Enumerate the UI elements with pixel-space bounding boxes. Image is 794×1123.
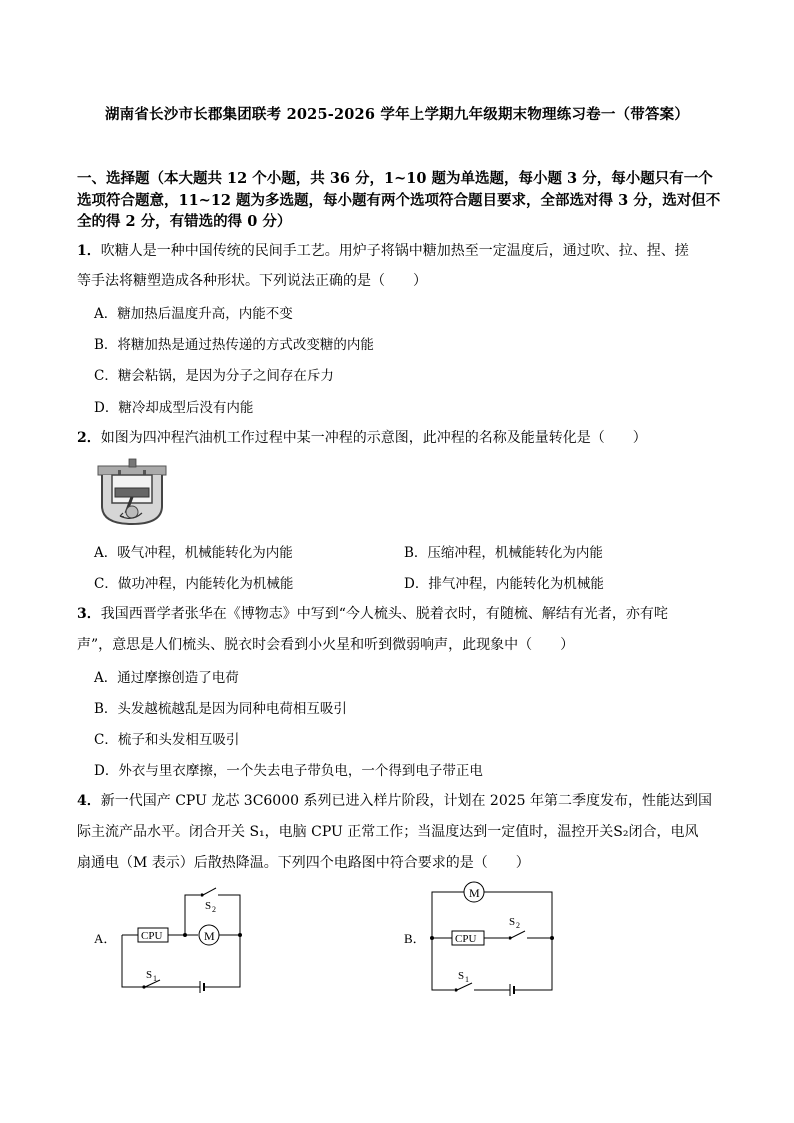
question-3-option-b: B．头发越梳越乱是因为同种电荷相互吸引 (94, 701, 347, 717)
question-3-option-c: C．梳子和头发相互吸引 (94, 732, 240, 748)
circuit-b-cpu-label: CPU (455, 933, 477, 945)
question-1-option-b: B．将糖加热是通过热传递的方式改变糖的内能 (94, 337, 374, 353)
question-2-option-c: C．做功冲程，内能转化为机械能 (94, 576, 294, 592)
question-1-line-1 (77, 240, 689, 260)
circuit-a-label: A． (94, 931, 117, 946)
question-2-number: 2． (77, 430, 101, 446)
question-1-number: 1． (77, 243, 101, 259)
question-3-line-2: 声”，意思是人们梳头、脱衣时会看到小火星和听到微弱响声，此现象中（ ） (77, 637, 575, 653)
question-4-line-2: 际主流产品水平。闭合开关 S₁，电脑 CPU 正常工作；当温度达到一定值时，温控开关S₂闭合，电风 (77, 824, 699, 840)
question-2-option-b: B．压缩冲程，机械能转化为内能 (404, 545, 603, 561)
question-3-line-1 (77, 603, 668, 623)
question-1-option-a: A．糖加热后温度升高，内能不变 (94, 306, 293, 322)
circuit-b-s2-label: S (509, 916, 516, 928)
circuit-b-label: B． (404, 931, 426, 946)
question-2-line-1 (77, 427, 647, 447)
circuit-b-motor-label: M (469, 886, 480, 900)
circuit-a-s2-label: S (205, 900, 212, 912)
circuit-a-cpu-label: CPU (141, 930, 163, 942)
question-1-line-2: 等手法将糖塑造成各种形状。下列说法正确的是（ ） (77, 273, 427, 289)
question-4-line-3: 扇通电（M 表示）后散热降温。下列四个电路图中符合要求的是（ ） (77, 855, 530, 871)
question-4-text: 新一代国产 CPU 龙芯 3C6000 系列已进入样片阶段，计划在 2025 年第二季度发布，性能达到国 (100, 793, 713, 809)
page-title: 湖南省长沙市长郡集团联考 2025-2026 学年上学期九年级期末物理练习卷一（带答案） (104, 106, 690, 123)
circuit-a-s2-sub: 2 (212, 905, 216, 914)
question-4-line-1 (77, 790, 712, 810)
circuit-diagram-a (90, 885, 255, 1000)
question-3-number: 3． (77, 606, 101, 622)
question-2-option-d: D．排气冲程，内能转化为机械能 (404, 576, 604, 592)
circuit-a-s1-label: S (146, 969, 153, 981)
circuit-a-s1-sub: 1 (153, 974, 157, 983)
question-3-option-d: D．外衣与里衣摩擦，一个失去电子带负电，一个得到电子带正电 (94, 763, 483, 779)
engine-diagram (96, 458, 170, 528)
question-1-text: 吹糖人是一种中国传统的民间手工艺。用炉子将锅中糖加热至一定温度后，通过吹、拉、捏、搓 (100, 243, 689, 259)
section-heading: 一、选择题（本大题共 12 个小题，共 36 分，1~10 题为单选题，每小题 3 分，每小题只有一个选项符合题意，11~12 题为多选题，每小题有两个选项符合题目要求，全部选对得 3 分，选对但不全的得 2 分，有错选的得 0 分） (77, 170, 721, 230)
question-3-option-a: A．通过摩擦创造了电荷 (94, 670, 239, 686)
circuit-diagram-b (400, 878, 565, 1003)
question-2-option-a: A．吸气冲程，机械能转化为内能 (94, 545, 293, 561)
question-4-number: 4． (77, 793, 101, 809)
circuit-b-s1-label: S (458, 970, 465, 982)
question-3-text: 我国西晋学者张华在《博物志》中写到“今人梳头、脱着衣时，有随梳、解结有光者，亦有咤 (100, 606, 668, 622)
question-2-text: 如图为四冲程汽油机工作过程中某一冲程的示意图，此冲程的名称及能量转化是（ ） (100, 430, 647, 446)
question-1-option-d: D．糖冷却成型后没有内能 (94, 400, 254, 416)
circuit-b-s1-sub: 1 (465, 975, 469, 984)
question-1-option-c: C．糖会粘锅，是因为分子之间存在斥力 (94, 368, 334, 384)
circuit-a-motor-label: M (204, 929, 215, 943)
circuit-b-s2-sub: 2 (516, 921, 520, 930)
